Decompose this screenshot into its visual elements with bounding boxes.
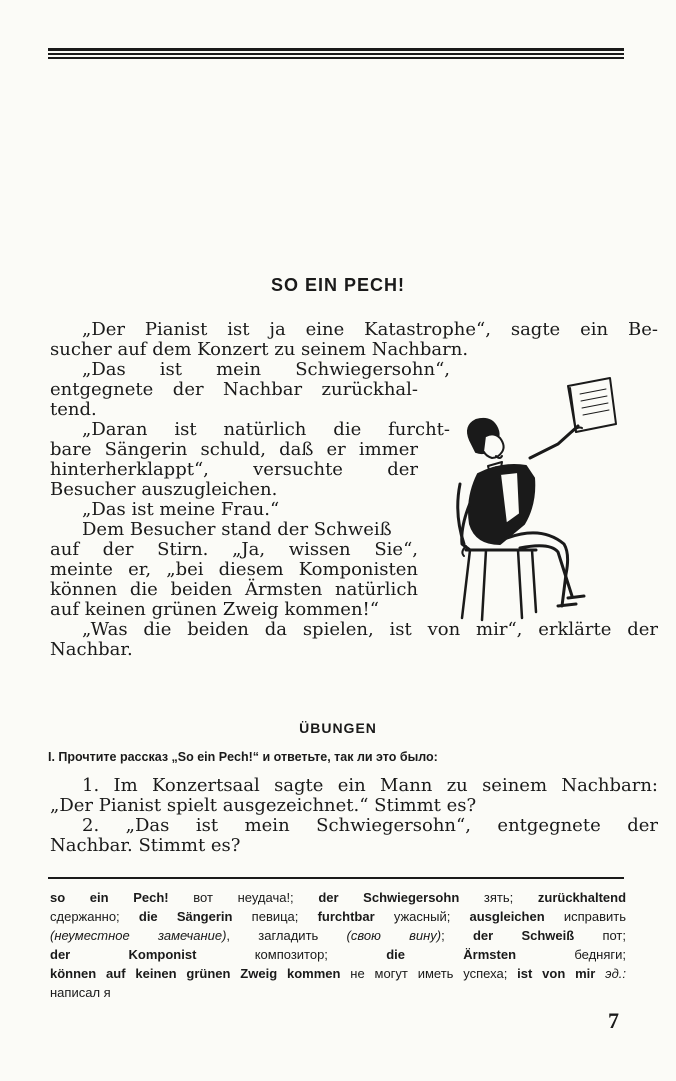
note-translation: сдержанно; bbox=[50, 909, 139, 924]
story-line: hinterherklappt“, versuchte der bbox=[50, 459, 418, 480]
reading-man-illustration bbox=[440, 374, 626, 624]
note-translation: бедняги; bbox=[516, 947, 626, 962]
exercise-line: Nachbar. Stimmt es? bbox=[50, 835, 241, 856]
note-translation: пот; bbox=[574, 928, 626, 943]
story-line: Nachbar. bbox=[50, 639, 133, 660]
note-line bbox=[50, 983, 626, 1002]
note-translation: ужасный; bbox=[374, 909, 470, 924]
exercise-line: 1. Im Konzertsaal sagte ein Mann zu seinem Nachbarn: bbox=[82, 775, 658, 796]
note-line bbox=[50, 945, 626, 964]
page-number: 7 bbox=[608, 1008, 619, 1033]
note-translation: ; bbox=[441, 928, 473, 943]
task-instruction: I. Прочтите рассказ „So ein Pech!“ и ответьте, так ли это было: bbox=[48, 750, 438, 764]
note-translation: композитор; bbox=[196, 947, 387, 962]
story-line: auf der Stirn. „Ja, wissen Sie“, bbox=[50, 539, 418, 560]
vocabulary-notes bbox=[50, 888, 626, 1002]
note-comment: эд.: bbox=[605, 966, 626, 981]
note-translation bbox=[595, 966, 605, 981]
story-line: bare Sängerin schuld, daß er immer bbox=[50, 439, 418, 460]
note-line bbox=[50, 926, 626, 945]
story-line: auf keinen grünen Zweig kommen!“ bbox=[50, 599, 379, 620]
note-comment: (неуместное замечание) bbox=[50, 928, 227, 943]
note-term: die Sängerin bbox=[138, 909, 233, 924]
note-translation: , загладить bbox=[226, 928, 347, 943]
note-translation: написал я bbox=[50, 985, 111, 1000]
note-term: zurückhaltend bbox=[537, 890, 627, 905]
exercise-line: „Der Pianist spielt ausgezeichnet.“ Stimmt es? bbox=[50, 795, 477, 816]
note-translation: зять; bbox=[459, 890, 538, 905]
exercise-line: 2. „Das ist mein Schwiegersohn“, entgegnete der bbox=[82, 815, 658, 836]
story-line: tend. bbox=[50, 399, 97, 420]
story-line: „Das ist meine Frau.“ bbox=[82, 499, 280, 520]
top-rule bbox=[48, 48, 624, 62]
footnote-rule bbox=[48, 877, 624, 879]
exercise-list bbox=[50, 775, 658, 856]
story-line: „Was die beiden da spielen, ist von mir“, erklärte der bbox=[82, 619, 658, 640]
note-term: so ein Pech! bbox=[50, 890, 169, 905]
story-line: meinte er, „bei diesem Komponisten bbox=[50, 559, 418, 580]
note-term: ist von mir bbox=[517, 966, 596, 981]
note-line bbox=[50, 964, 626, 983]
story-line: entgegnete der Nachbar zurückhal- bbox=[50, 379, 418, 400]
note-line bbox=[50, 888, 626, 907]
exercises-heading: ÜBUNGEN bbox=[299, 720, 377, 736]
note-translation: исправить bbox=[544, 909, 627, 924]
story-line: sucher auf dem Konzert zu seinem Nachbarn. bbox=[50, 339, 469, 360]
note-term: können auf keinen grünen Zweig kommen bbox=[50, 966, 341, 981]
note-line bbox=[50, 907, 626, 926]
story-title: SO EIN PECH! bbox=[270, 275, 406, 295]
note-term: der Komponist bbox=[50, 947, 197, 962]
note-term: der Schweiß bbox=[472, 928, 575, 943]
story-line: Dem Besucher stand der Schweiß bbox=[82, 519, 392, 540]
note-translation: певица; bbox=[232, 909, 318, 924]
story-line: „Das ist mein Schwiegersohn“, bbox=[82, 359, 450, 380]
note-term: ausgleichen bbox=[469, 909, 545, 924]
story-line: Besucher auszugleichen. bbox=[50, 479, 278, 500]
story-line: können die beiden Ärmsten natürlich bbox=[50, 579, 418, 600]
note-translation: не могут иметь успеха; bbox=[340, 966, 518, 981]
note-term: der Schwiegersohn bbox=[318, 890, 460, 905]
note-term: die Ärmsten bbox=[386, 947, 517, 962]
story-line: „Daran ist natürlich die furcht- bbox=[82, 419, 450, 440]
story-line: „Der Pianist ist ja eine Katastrophe“, sagte ein Be- bbox=[82, 319, 658, 340]
note-term: furchtbar bbox=[317, 909, 375, 924]
note-comment: (свою вину) bbox=[346, 928, 442, 943]
note-translation: вот неудача!; bbox=[168, 890, 319, 905]
